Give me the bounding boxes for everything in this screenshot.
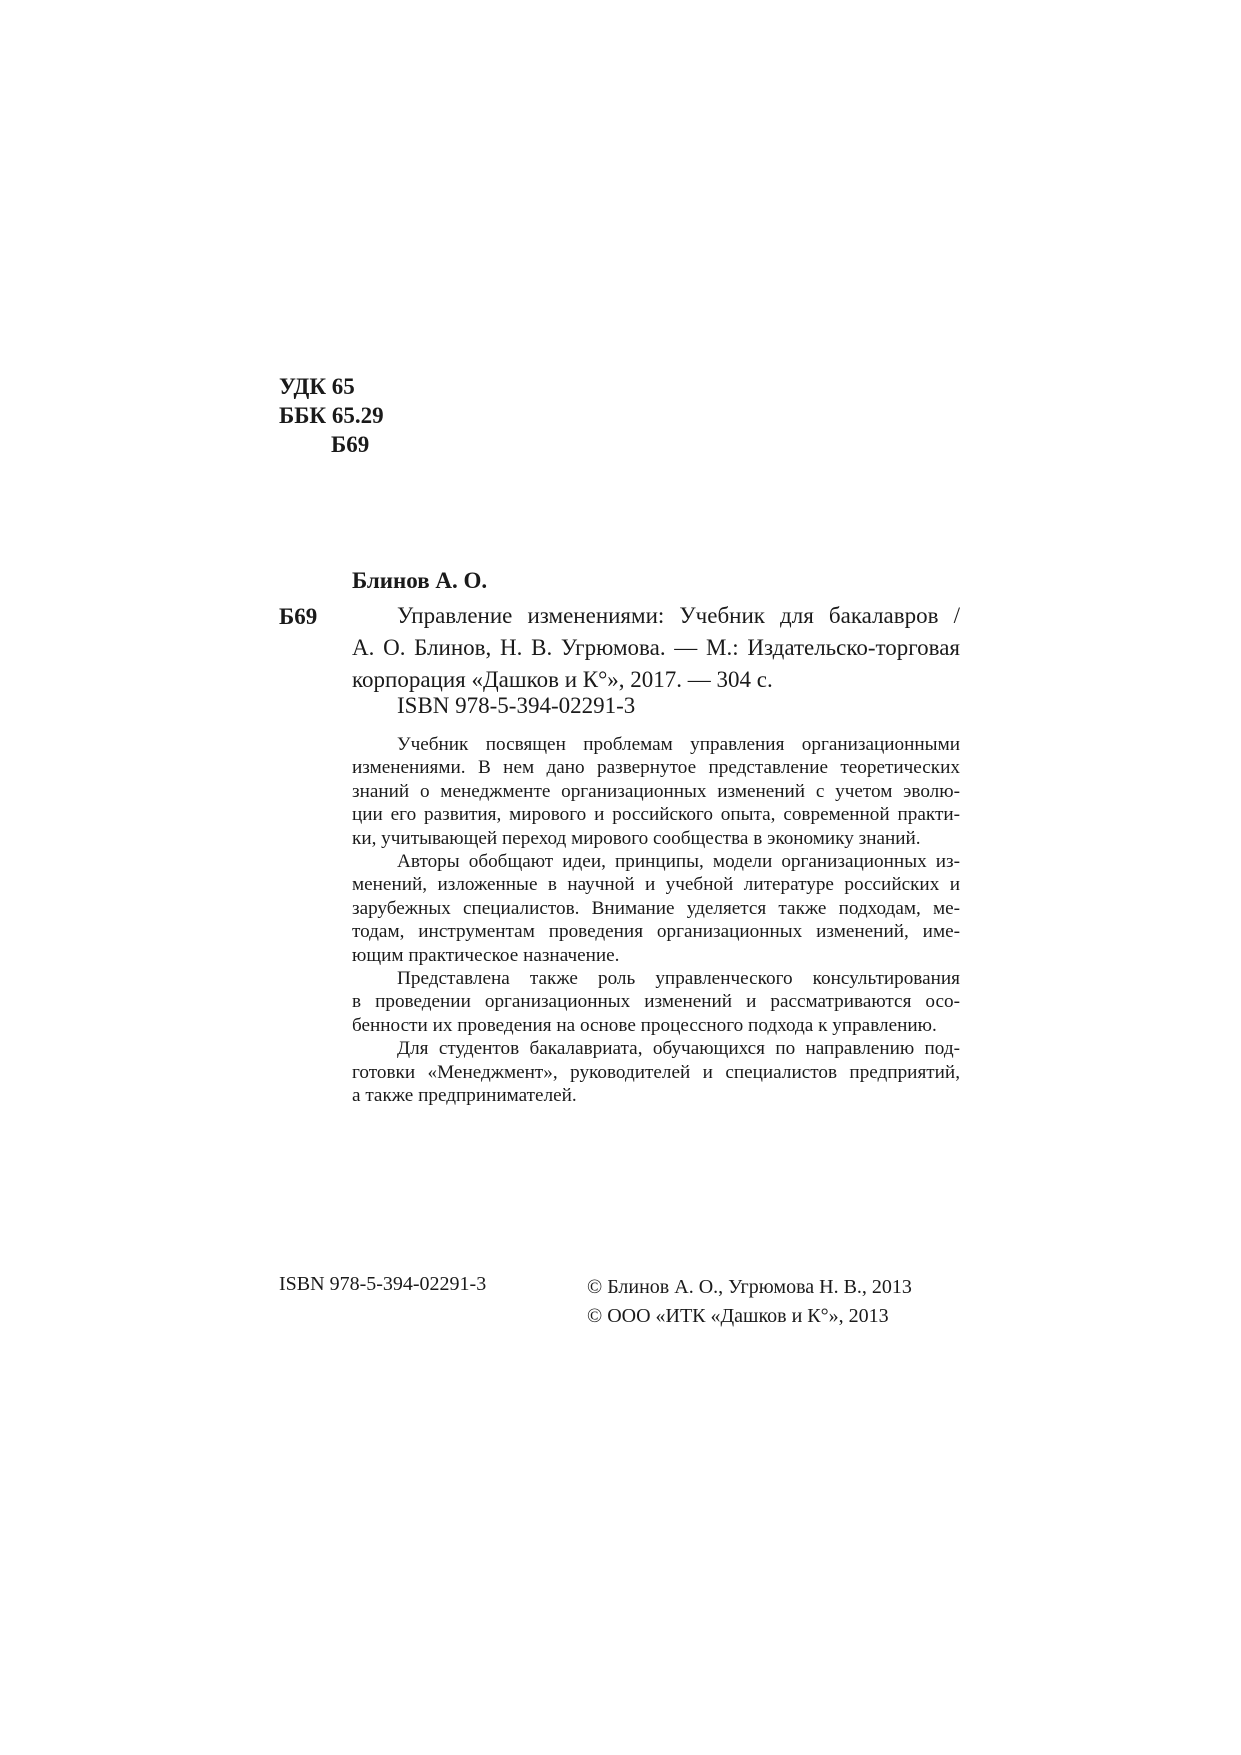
copyright-block (587, 1273, 912, 1331)
annotation-line: Представлена также роль управленческого консультирования (397, 968, 960, 990)
biblio-line: А. О. Блинов, Н. В. Угрюмова. — М.: Издательско-торговая (352, 635, 960, 660)
biblio-line: Управление изменениями: Учебник для бакалавров / (397, 603, 960, 628)
annotation (352, 733, 960, 1108)
annotation-line: зарубежных специалистов. Внимание уделяется также подходам, ме- (352, 897, 960, 919)
isbn: ISBN 978-5-394-02291-3 (397, 693, 636, 718)
annotation-line: готовки «Менеджмент», руководителей и специалистов предприятий, (352, 1061, 960, 1083)
annotation-line: тодам, инструментам проведения организационных изменений, име- (352, 921, 960, 943)
udk-code: УДК 65 (279, 374, 355, 399)
bibliographic-description (352, 600, 960, 696)
bbk-code: ББК 65.29 (279, 403, 384, 428)
biblio-line: корпорация «Дашков и К°», 2017. — 304 с. (352, 667, 773, 692)
author-heading: Блинов А. О. (352, 568, 488, 593)
footer-isbn: ISBN 978-5-394-02291-3 (279, 1273, 487, 1295)
annotation-line: Учебник посвящен проблемам управления организационными (397, 734, 960, 755)
copyright-line: © ООО «ИТК «Дашков и К°», 2013 (587, 1305, 889, 1327)
annotation-line: ки, учитывающей переход мирового сообщества в экономику знаний. (352, 827, 921, 849)
cutter-code: Б69 (279, 604, 318, 629)
annotation-line: знаний о менеджменте организационных изменений с учетом эволю- (352, 780, 960, 802)
annotation-line: Авторы обобщают идеи, принципы, модели организационных из- (397, 851, 960, 873)
annotation-line: бенности их проведения на основе процессного подхода к управлению. (352, 1014, 937, 1036)
classification-codes (279, 372, 384, 459)
annotation-line: ющим практическое назначение. (352, 944, 620, 966)
copyright-line: © Блинов А. О., Угрюмова Н. В., 2013 (587, 1276, 912, 1298)
annotation-line: Для студентов бакалавриата, обучающихся по направлению под- (397, 1038, 960, 1060)
annotation-line: в проведении организационных изменений и рассматриваются осо- (352, 991, 960, 1013)
cutter-code-top: Б69 (331, 432, 370, 457)
annotation-line: а также предпринимателей. (352, 1085, 577, 1107)
annotation-line: менений, изложенные в научной и учебной литературе российских и (352, 874, 960, 896)
annotation-line: изменениями. В нем дано развернутое представление теоретических (352, 757, 960, 779)
annotation-line: ции его развития, мирового и российского опыта, современной практи- (352, 804, 960, 826)
